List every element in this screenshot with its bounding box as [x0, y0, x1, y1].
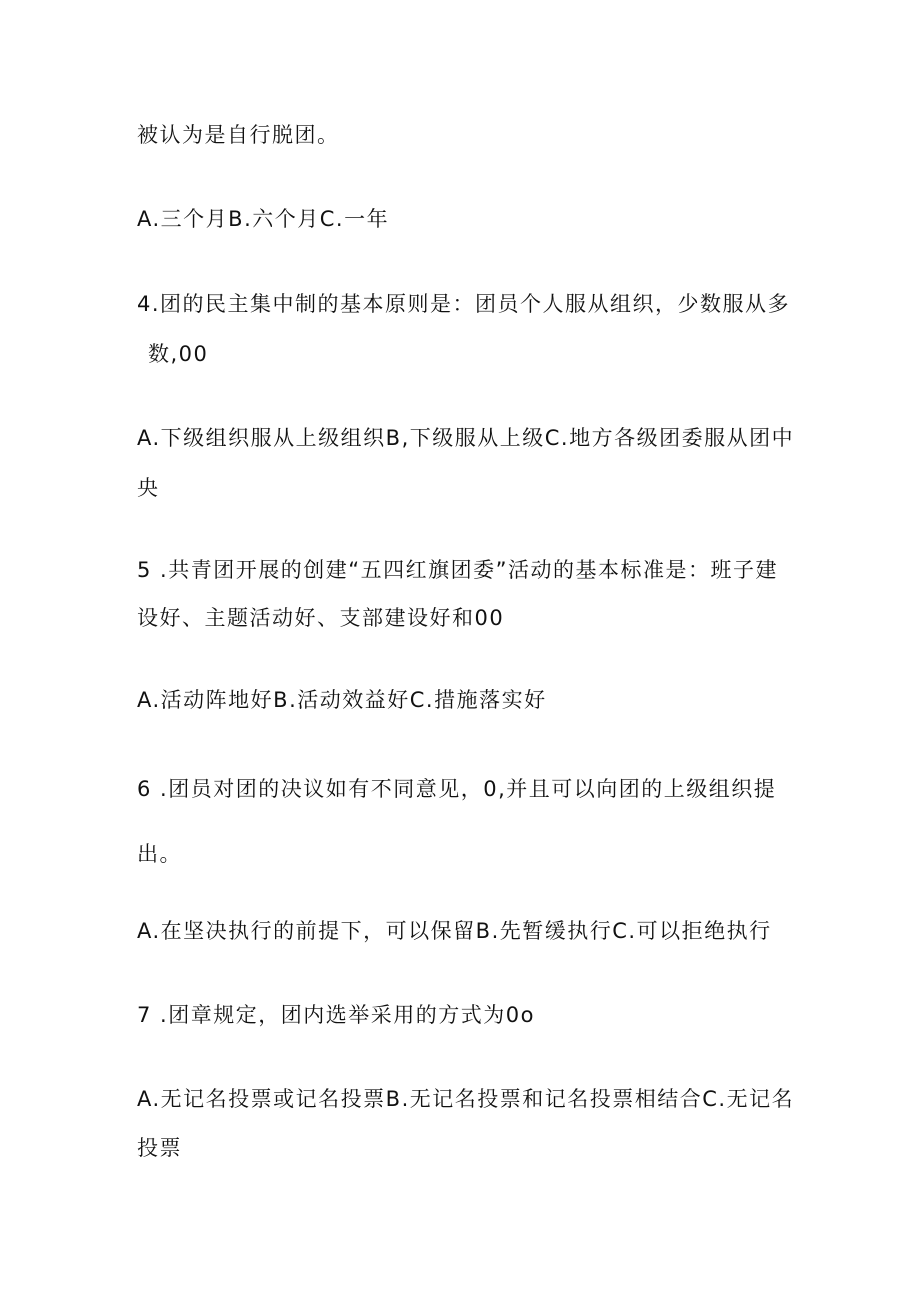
- question-4-text: 4.团的民主集中制的基本原则是：团员个人服从组织，少数服从多: [137, 292, 791, 316]
- question-7-options: A.无记名投票或记名投票B.无记名投票和记名投票相结合C.无记名: [137, 1087, 795, 1111]
- question-7-text: 7 .团章规定，团内选举采用的方式为0o: [137, 1003, 535, 1027]
- text-line-continuation: 被认为是自行脱团。: [137, 123, 340, 147]
- question-5-text: 5 .共青团开展的创建“五四红旗团委”活动的基本标准是：班子建: [137, 558, 778, 582]
- question-5-text-continued: 设好、主题活动好、支部建设好和00: [137, 606, 505, 630]
- question-4-text-continued: 数,00: [148, 342, 209, 366]
- question-6-options: A.在坚决执行的前提下，可以保留B.先暂缓执行C.可以拒绝执行: [137, 919, 772, 943]
- question-4-options: A.下级组织服从上级组织B,下级服从上级C.地方各级团委服从团中: [137, 426, 795, 450]
- question-6-text-continued: 出。: [137, 842, 182, 866]
- question-4-options-continued: 央: [137, 476, 160, 500]
- question-6-text: 6 .团员对团的决议如有不同意见，0,并且可以向团的上级组织提: [137, 777, 777, 801]
- question-7-options-continued: 投票: [137, 1136, 182, 1160]
- question-5-options: A.活动阵地好B.活动效益好C.措施落实好: [137, 688, 547, 712]
- question-3-options: A.三个月B.六个月C.一年: [137, 207, 390, 231]
